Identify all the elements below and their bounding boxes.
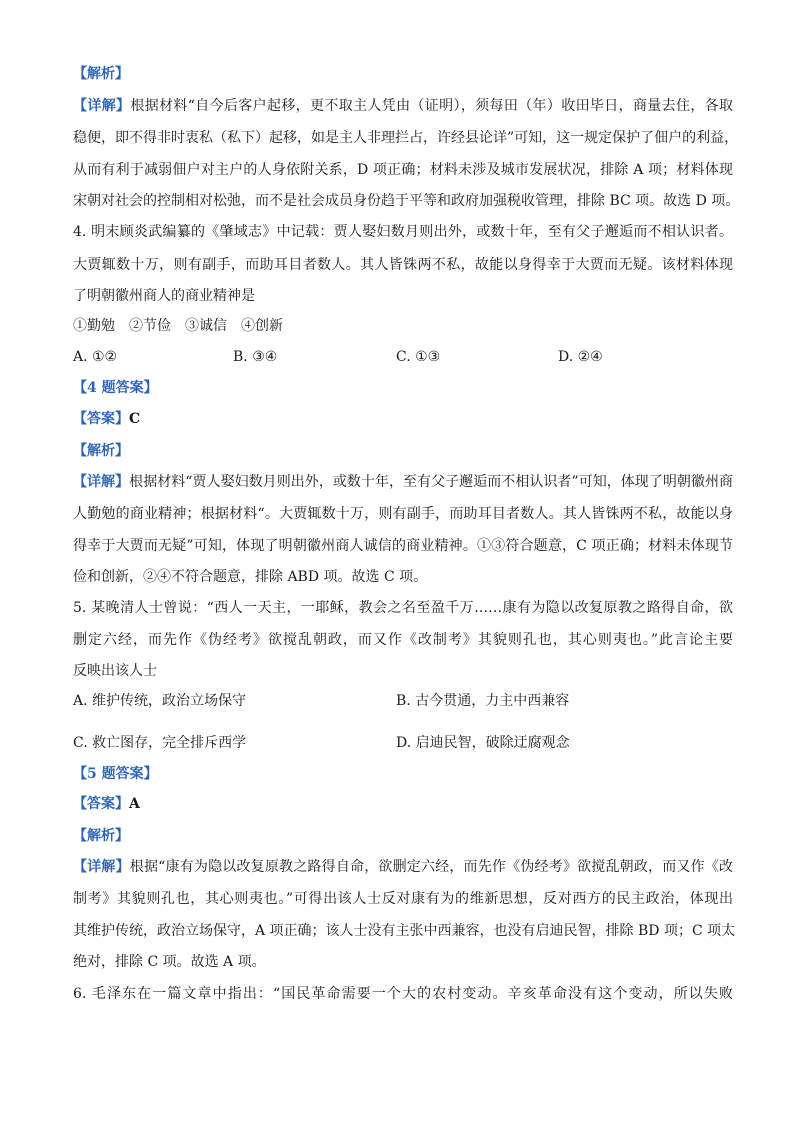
detail-line: 得幸于大贾而无疑”可知，体现了明朝徽州商人诚信的商业精神。①③符合题意，C 项正确；材料未体现节 [73,538,733,554]
answer-line [73,794,140,814]
detail-line: 稳便，即不得非时衷私（私下）起移，如是主人非理拦占，许经县论详”可知，这一规定保护了佃户的利益， [73,130,739,146]
question-stem: 6. 毛泽东在一篇文章中指出：“国民革命需要一个大的农村变动。辛亥革命没有这个变动，所以失败 [73,986,733,1002]
option-c: C. ①③ [396,349,441,365]
analysis-tag: 【解析】 [73,828,129,844]
option-b: B. 古今贯通，力主中西兼容 [396,693,570,709]
option-a: A. ①② [73,349,118,365]
answer-line [73,409,140,429]
answer-label: 【答案】 [73,796,129,812]
detail-line: 俭和创新，②④不符合题意，排除 ABD 项。故选 C 项。 [73,569,428,585]
detail-tag: 【详解】 [73,474,130,490]
answer-heading: 【5 题答案】 [73,766,158,782]
detail-line: 从而有利于减弱佃户对主户的人身依附关系，D 项正确；材料未涉及城市发展状况，排除 A 项；材料体现 [73,162,733,178]
question-stem: 5. 某晚清人士曾说：“西人一天主，一耶稣，教会之名至盈千万……康有为隐以改复原教之路得自命，欲 [73,600,733,616]
analysis-tag: 【解析】 [73,66,129,82]
detail-line: 绝对，排除 C 项。故选 A 项。 [73,954,266,970]
answer-heading: 【4 题答案】 [73,380,158,396]
question-stem: 反映出该人士 [73,663,157,679]
detail-line: 【详解】根据材料“自今后客户起移，更不取主人凭由（证明），须每田（年）收田毕日，商量去住，各取 [73,98,734,114]
answer-value: A [129,796,140,812]
option-a: A. 维护传统，政治立场保守 [73,693,247,709]
detail-line: 宋朝对社会的控制相对松弛，而不是社会成员身份趋于平等和政府加强税收管理，排除 BC 项。故选 D 项。 [73,193,740,209]
question-stem: 删定六经，而先作《伪经考》欲搅乱朝政，而又作《改制考》其貌则孔也，其心则夷也。”此言论主要 [73,632,733,648]
answer-label: 【答案】 [73,411,129,427]
detail-line: 【详解】根据材料“贾人娶妇数月则出外，或数十年，至有父子邂逅而不相认识者”可知，体现了明朝徽州商 [73,474,734,490]
question-stem: 4. 明末顾炎武编纂的《肇域志》中记载：贾人娶妇数月则出外，或数十年，至有父子邂逅而不相认识者。 [73,224,733,240]
detail-line: 制考》其貌则孔也，其心则夷也。”可得出该人士反对康有为的维新思想，反对西方的民主政治，体现出 [73,891,733,907]
question-stem: 了明朝徽州商人的商业精神是 [73,288,255,304]
detail-tag: 【详解】 [73,98,131,114]
detail-line: 人勤勉的商业精神；根据材料“。大贾辄数十万，则有副手，而助耳目者数人。其人皆铢两不私，故能以身 [73,506,733,522]
question-stem: 大贾辄数十万，则有副手，而助耳目者数人。其人皆铢两不私，故能以身得幸于大贾而无疑。该材料体现 [73,257,733,273]
option-c: C. 救亡图存，完全排斥西学 [73,735,247,751]
detail-line: 【详解】根据“康有为隐以改复原教之路得自命，欲删定六经，而先作《伪经考》欲搅乱朝政，而又作《改 [73,859,734,875]
detail-line: 其维护传统，政治立场保守，A 项正确；该人士没有主张中西兼容，也没有启迪民智，排除 BD 项；C 项太 [73,923,736,939]
detail-tag: 【详解】 [73,859,130,875]
analysis-tag: 【解析】 [73,443,129,459]
option-d: D. 启迪民智，破除迂腐观念 [396,735,570,751]
answer-value: C [129,411,141,427]
option-b: B. ③④ [233,349,278,365]
option-d: D. ②④ [558,349,603,365]
question-items: ①勤勉 ②节俭 ③诚信 ④创新 [73,318,283,334]
